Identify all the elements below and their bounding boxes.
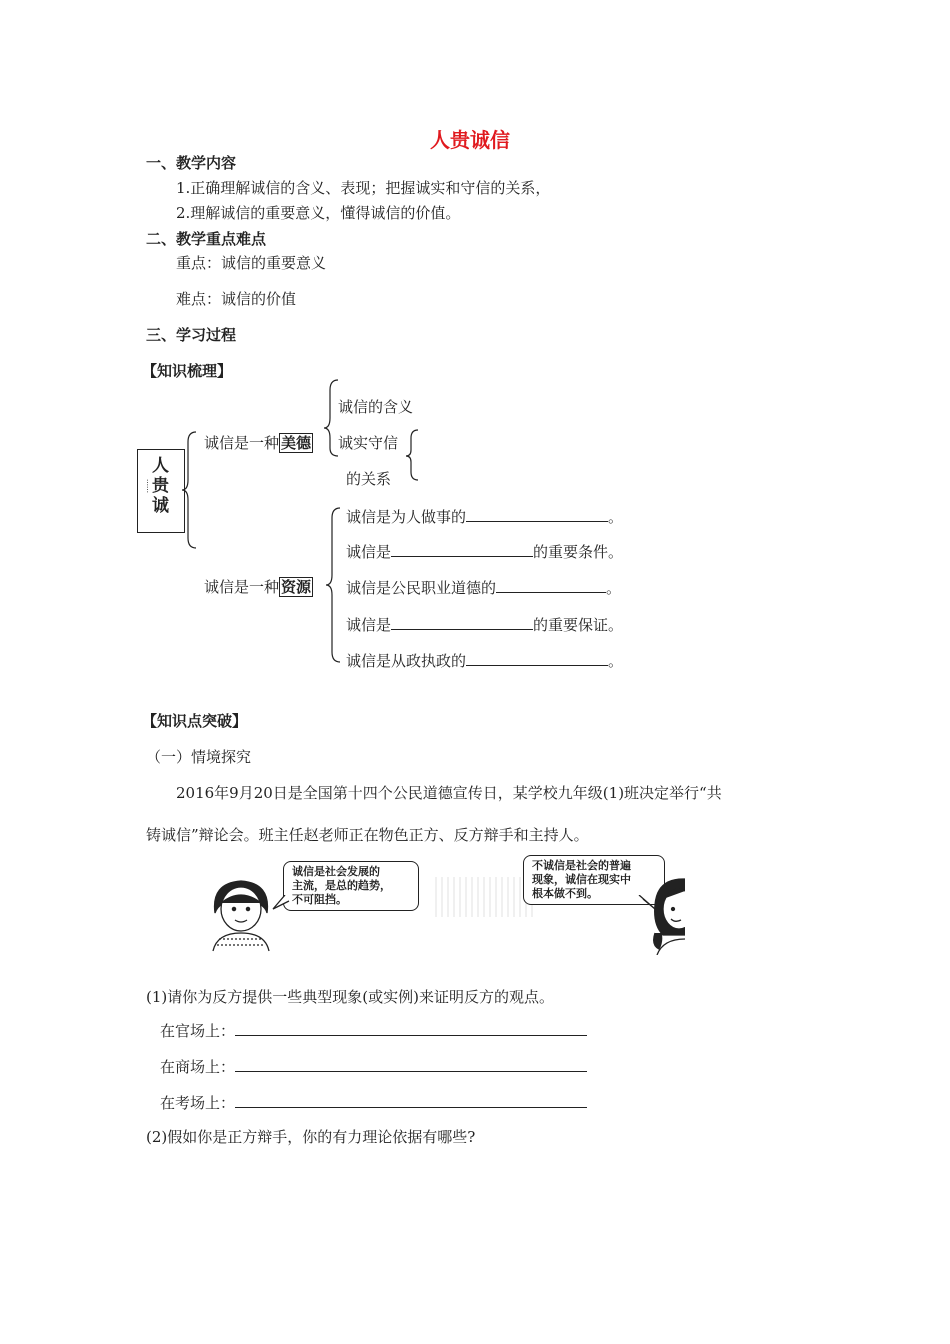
answer-field[interactable]	[235, 1021, 587, 1036]
girl-right-icon	[653, 875, 685, 955]
speech-bubble-right: 不诚信是社会的普遍 现象，诚信在现实中 根本做不到。	[523, 855, 665, 905]
root-brace	[182, 432, 196, 548]
scan-noise	[435, 877, 535, 917]
answer-field-row: 在考场上：	[160, 1092, 587, 1113]
question-1: (1)请你为反方提供一些典型现象(或实例)来证明反方的观点。	[146, 988, 554, 1006]
section1-item: 2.理解诚信的重要意义，懂得诚信的价值。	[176, 204, 461, 222]
resource-label: 诚信是一种 资源	[204, 578, 312, 596]
debate-illustration	[205, 855, 685, 955]
bubble-tail-left	[271, 895, 291, 911]
answer-blank[interactable]	[391, 615, 533, 630]
section1-item: 1.正确理解诚信的含义、表现；把握诚实和守信的关系，	[176, 179, 551, 197]
virtue-item: 的关系	[346, 470, 392, 488]
answer-blank[interactable]	[466, 651, 608, 666]
answer-field-row: 在官场上：	[160, 1020, 587, 1041]
answer-field-row: 在商场上：	[160, 1056, 587, 1077]
answer-blank[interactable]	[466, 507, 608, 522]
scenario-subheading: （一）情境探究	[146, 748, 252, 766]
answer-blank[interactable]	[391, 542, 533, 557]
resource-item: 诚信是 的重要条件。	[346, 543, 624, 561]
section1-heading: 一、教学内容	[146, 154, 237, 172]
speech-bubble-left: 诚信是社会发展的 主流，是总的趋势， 不可阻挡。	[283, 861, 419, 911]
root-text: 人 贵 诚	[152, 456, 169, 516]
page-title: 人贵诚信	[430, 128, 510, 152]
breakthrough-heading: 【知识点突破】	[142, 712, 248, 730]
answer-field[interactable]	[235, 1057, 587, 1072]
resource-brace	[326, 508, 340, 662]
answer-blank[interactable]	[496, 578, 606, 593]
girl-left-icon	[205, 873, 277, 953]
scenario-paragraph-line: 铸诚信”辩论会。班主任赵老师正在物色正方、反方辩手和主持人。	[146, 826, 589, 844]
key-point: 重点：诚信的重要意义	[176, 254, 327, 272]
root-dots: ⋯⋯	[143, 479, 151, 493]
virtue-item: 诚实守信	[338, 434, 399, 452]
difficult-point: 难点：诚信的价值	[176, 290, 297, 308]
virtue-label: 诚信是一种 美德	[204, 434, 312, 452]
resource-item: 诚信是公民职业道德的 。	[346, 579, 622, 597]
question-2: (2)假如你是正方辩手，你的有力理论依据有哪些?	[146, 1128, 476, 1146]
virtue-brace	[324, 380, 338, 456]
honesty-brace	[406, 430, 418, 480]
knowledge-sort-heading: 【知识梳理】	[142, 362, 233, 380]
resource-item: 诚信是 的重要保证。	[346, 616, 624, 634]
resource-item: 诚信是为人做事的 。	[346, 508, 624, 526]
scenario-paragraph-line: 2016年9月20日是全国第十四个公民道德宣传日，某学校九年级(1)班决定举行“共	[176, 784, 722, 802]
virtue-item: 诚信的含义	[338, 398, 414, 416]
answer-field[interactable]	[235, 1093, 587, 1108]
section3-heading: 三、学习过程	[146, 326, 237, 344]
resource-item: 诚信是从政执政的 。	[346, 652, 624, 670]
section2-heading: 二、教学重点难点	[146, 230, 267, 248]
